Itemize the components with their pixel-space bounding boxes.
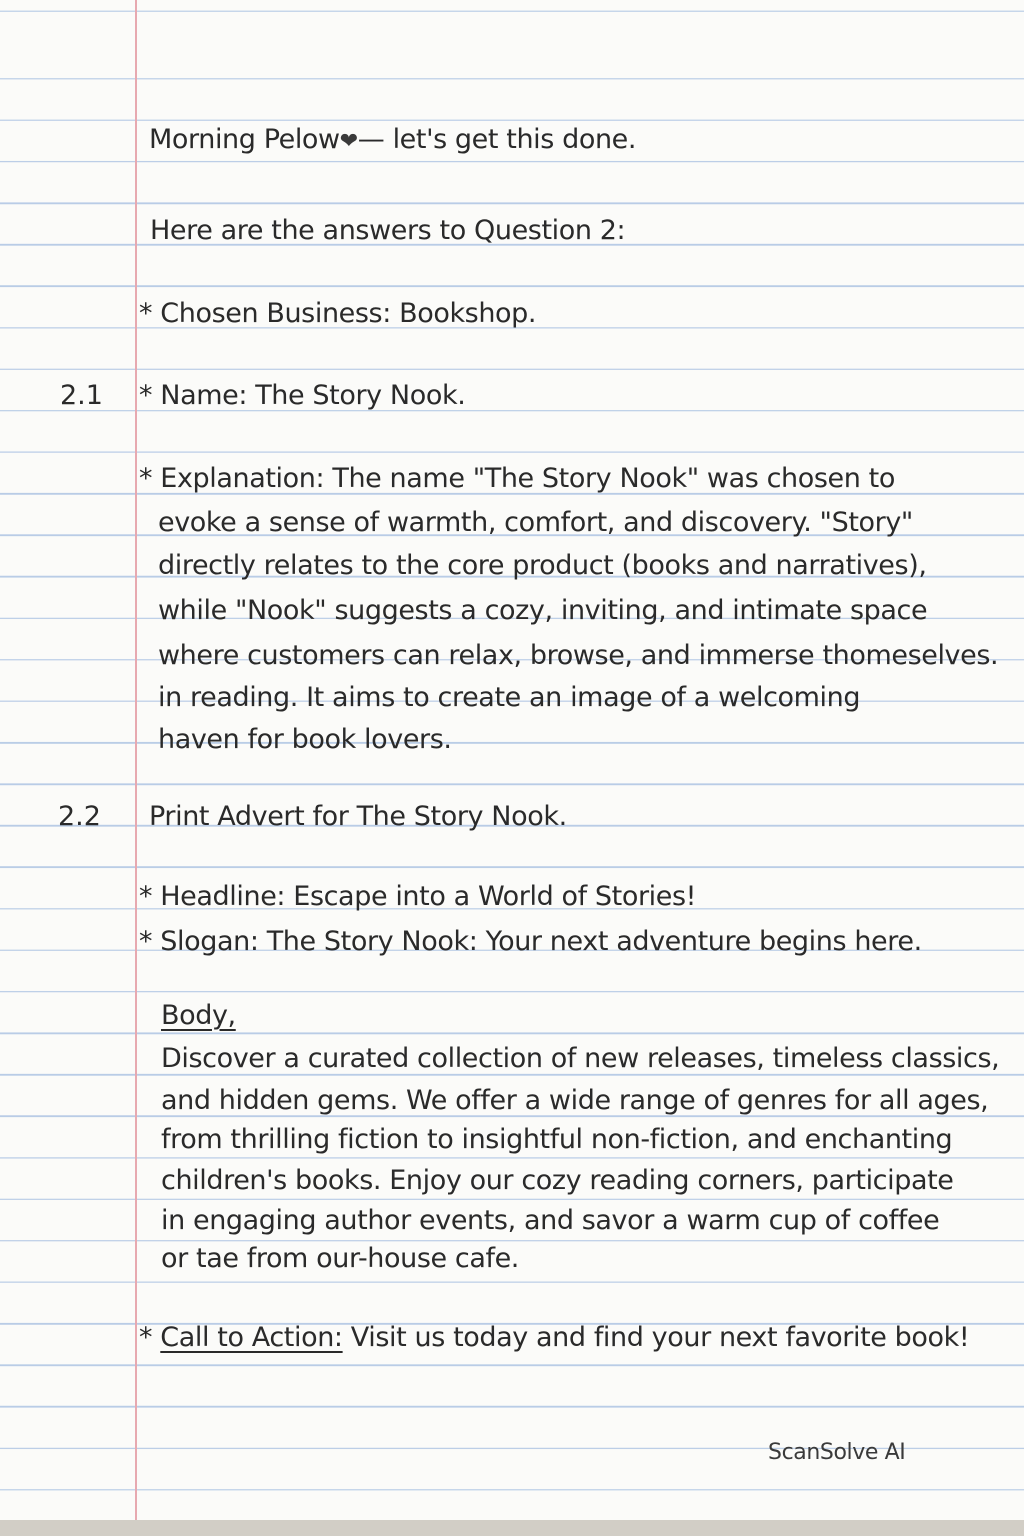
margin-line (135, 0, 137, 1520)
greeting (149, 124, 636, 155)
call-to-action (139, 1322, 969, 1353)
intro-line: Here are the answers to Question 2: (150, 215, 626, 246)
body-line: or tae from our-house cafe. (161, 1243, 519, 1274)
page-bottom-edge (0, 1520, 1024, 1536)
body-line: Discover a curated collection of new releases, timeless classics, (161, 1043, 1000, 1074)
cta-marker: * (139, 1322, 161, 1353)
section-number-2-2: 2.2 (58, 801, 101, 832)
heart-icon: ❤ (339, 129, 358, 154)
name-line: * Name: The Story Nook. (139, 380, 466, 411)
headline-line: * Headline: Escape into a World of Stories! (139, 881, 697, 912)
explanation-line: where customers can relax, browse, and immerse thomeselves. (158, 640, 999, 671)
chosen-business: * Chosen Business: Bookshop. (139, 298, 537, 329)
advert-title: Print Advert for The Story Nook. (149, 801, 567, 832)
explanation-line: in reading. It aims to create an image of a welcoming (158, 682, 861, 713)
explanation-line: haven for book lovers. (158, 724, 452, 755)
cta-label: Call to Action: (160, 1322, 343, 1353)
explanation-line: evoke a sense of warmth, comfort, and discovery. "Story" (158, 507, 913, 538)
slogan-line: * Slogan: The Story Nook: Your next adventure begins here. (139, 926, 922, 957)
body-line: children's books. Enjoy our cozy reading corners, participate (161, 1165, 954, 1196)
greeting-rest: — let's get this done. (357, 124, 637, 155)
signature: ScanSolve AI (768, 1440, 906, 1465)
cta-text: Visit us today and find your next favorite book! (342, 1322, 970, 1353)
explanation-line: directly relates to the core product (books and narratives), (158, 550, 927, 581)
body-line: in engaging author events, and savor a warm cup of coffee (161, 1205, 940, 1236)
greeting-text: Morning Pelow (149, 124, 340, 155)
explanation-line: * Explanation: The name "The Story Nook" was chosen to (139, 463, 895, 494)
body-line: and hidden gems. We offer a wide range of genres for all ages, (161, 1085, 989, 1116)
body-label: Body, (161, 1000, 236, 1031)
explanation-line: while "Nook" suggests a cozy, inviting, and intimate space (158, 595, 928, 626)
body-line: from thrilling fiction to insightful non-fiction, and enchanting (161, 1124, 953, 1155)
section-number-2-1: 2.1 (60, 380, 103, 411)
